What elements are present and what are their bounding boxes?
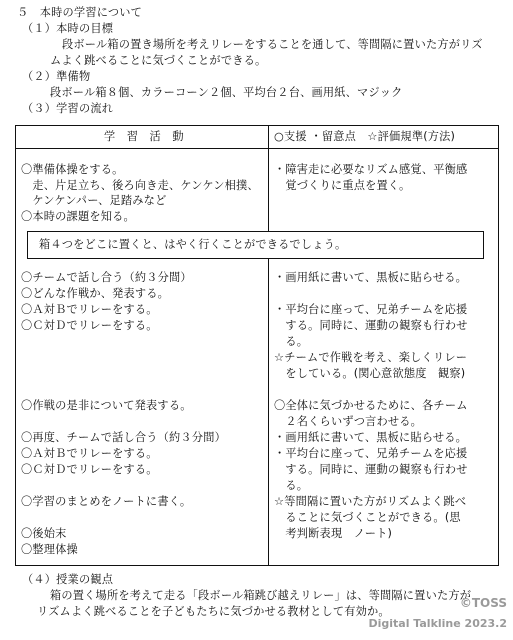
support-c-line: ることに気づくことができる。(思 — [274, 511, 461, 524]
activity-c-line: 〇Ｃ対Ｄでリレーをする。 — [21, 463, 158, 476]
flow-heading: （３）学習の流れ — [22, 102, 114, 115]
viewpoint-heading: （４）授業の観点 — [22, 573, 114, 586]
activity-b-line: 〇Ｃ対Ｄでリレーをする。 — [21, 319, 158, 332]
support-c-line: ☆等間隔に置いた方がリズムよく跳べ — [274, 495, 467, 508]
activity-a-line: 〇準備体操をする。 — [21, 163, 124, 176]
activity-a-line: 〇本時の課題を知る。 — [21, 210, 135, 223]
goal-heading: （１）本時の目標 — [22, 22, 114, 35]
activity-c-line: 〇後始末 — [21, 527, 67, 540]
column-header-support: ○支援 ・留意点 ☆評価規準(方法) — [274, 130, 456, 143]
copyright-mark: ©TOSS — [459, 596, 507, 610]
activity-a-line: ケンケンパー、足踏みなど — [21, 194, 167, 207]
column-divider-top — [268, 126, 269, 231]
lesson-flow-table — [15, 125, 499, 566]
support-b-line: る。 — [274, 335, 309, 348]
activity-c-line: 〇作戦の是非について発表する。 — [21, 399, 192, 412]
section-title: ５ 本時の学習について — [17, 6, 143, 19]
brand-mark: Digital Talkline 2023.2 — [368, 617, 507, 630]
goal-line-2: ムよく跳べることに気づくことができる。 — [50, 54, 267, 67]
support-c-line: 〇全体に気づかせるために、各チーム — [274, 399, 468, 412]
activity-c-line: 〇学習のまとめをノートに書く。 — [21, 495, 192, 508]
support-b-line: ☆チームで作戦を考え、楽しくリレー — [274, 351, 468, 364]
support-c-line: ・画用紙に書いて、黒板に貼らせる。 — [274, 431, 468, 444]
support-c-line: る。 — [274, 479, 309, 492]
support-a-line: ・障害走に必要なリズム感覚、平衡感 — [274, 163, 468, 176]
activity-b-line: 〇Ａ対Ｂでリレーをする。 — [21, 303, 158, 316]
support-c-line: 考判断表現 ノート) — [274, 527, 393, 540]
activity-c-line: 〇整理体操 — [21, 543, 78, 556]
support-b-line: する。同時に、運動の観察も行わせ — [274, 319, 468, 332]
column-header-activity: 学 習 活 動 — [104, 130, 184, 143]
viewpoint-line-2: リズムよく跳べることを子どもたちに気づかせる教材として有効か。 — [37, 605, 390, 618]
activity-b-line: 〇チームで話し合う（約３分間） — [21, 271, 192, 284]
activity-c-line: 〇再度、チームで話し合う（約３分間） — [21, 431, 226, 444]
support-b-line: ・画用紙に書いて、黒板に貼らせる。 — [274, 271, 468, 284]
activity-c-line: 〇Ａ対Ｂでリレーをする。 — [21, 447, 158, 460]
lesson-task-text: 箱４つをどこに置くと、はやく行くことができるでしょう。 — [39, 238, 347, 251]
activity-b-line: 〇どんな作戦か、発表する。 — [21, 287, 170, 300]
prep-heading: （２）準備物 — [22, 70, 91, 83]
support-c-line: ・平均台に座って、兄弟チームを応援 — [274, 447, 468, 460]
support-b-line: ・平均台に座って、兄弟チームを応援 — [274, 303, 468, 316]
support-a-line: 覚づくりに重点を置く。 — [274, 179, 411, 192]
lesson-task-banner — [27, 231, 484, 259]
support-c-line: ２名くらいずつ言わせる。 — [274, 415, 423, 428]
support-c-line: する。同時に、運動の観察も行わせ — [274, 463, 468, 476]
support-b-line: をしている。(関心意欲態度 観察) — [274, 367, 466, 380]
column-divider-bottom — [268, 259, 269, 565]
viewpoint-line-1: 箱の置く場所を考えて走る「段ボール箱跳び越えリレー」は、等間隔に置いた方が — [50, 589, 472, 602]
prep-text: 段ボール箱８個、カラーコーン２個、平均台２台、画用紙、マジック — [50, 86, 403, 99]
activity-a-line: 走、片足立ち、後ろ向き走、ケンケン相撲、 — [21, 179, 259, 192]
goal-line-1: 段ボール箱の置き場所を考えリレーをすることを通して、等間隔に置いた方がリズ — [62, 38, 483, 51]
